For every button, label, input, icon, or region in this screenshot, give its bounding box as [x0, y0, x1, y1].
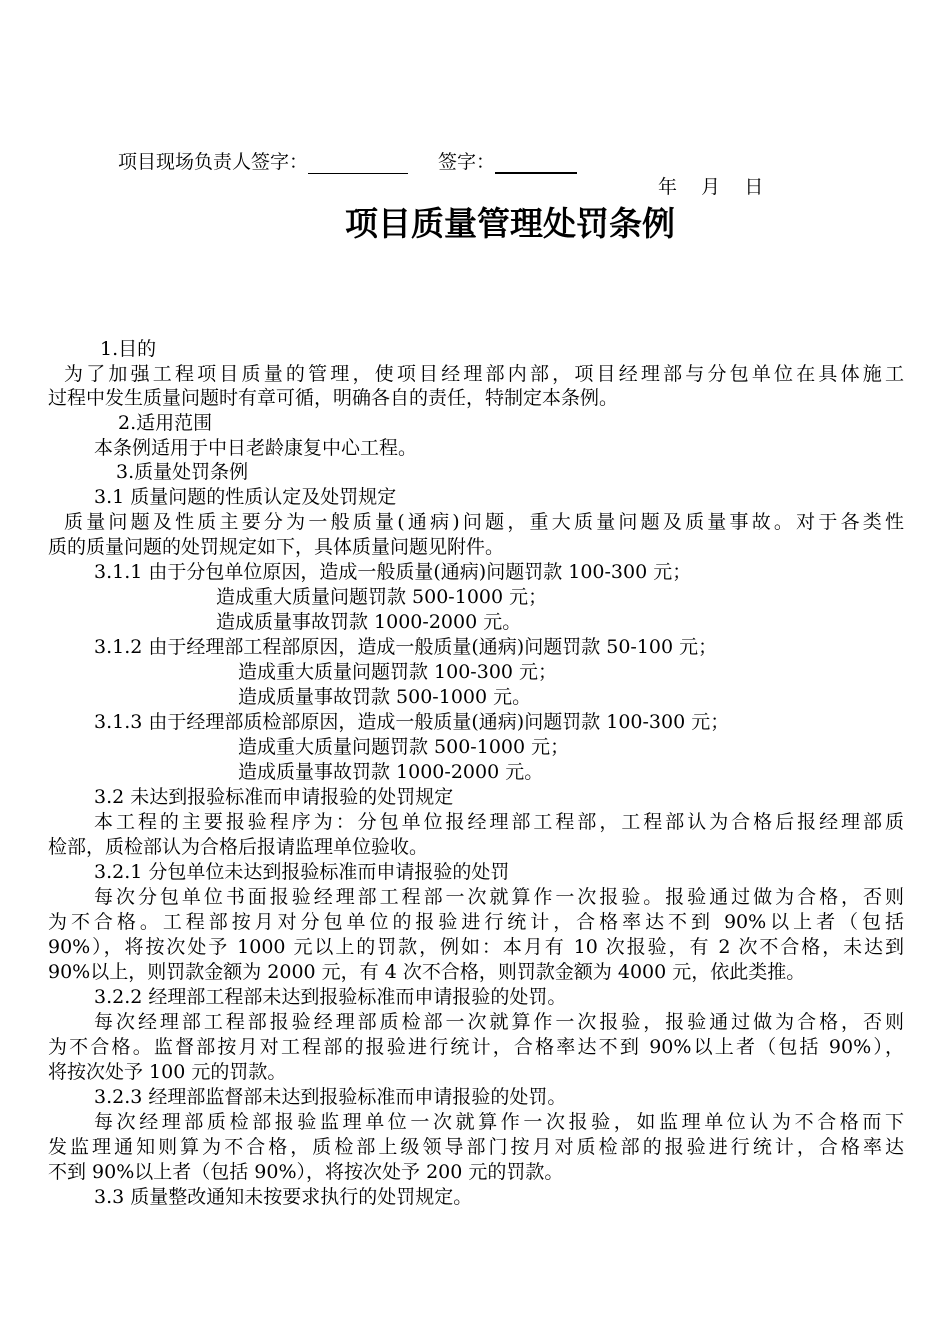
paragraph-line: 本条例适用于中日老龄康复中心工程。: [94, 437, 418, 459]
section-heading-penalty: 3.质量处罚条例: [116, 461, 249, 483]
signature-line: [118, 150, 577, 174]
section-heading-scope: 2.适用范围: [118, 412, 213, 434]
paragraph-line: 发监理通知则算为不合格，质检部上级领导部门按月对质检部的报验进行统计，合格率达: [48, 1136, 904, 1158]
page-title: 项目质量管理处罚条例: [345, 204, 675, 243]
clause-line: 造成重大质量问题罚款 100-300 元；: [238, 661, 558, 683]
subsection-heading: 3.2.2 经理部工程部未达到报验标准而申请报验的处罚。: [94, 986, 567, 1008]
paragraph-line: 本工程的主要报验程序为：分包单位报经理部工程部，工程部认为合格后报经理部质: [94, 811, 904, 833]
signature-label-2: 签字：: [438, 151, 496, 173]
signature-blank-2[interactable]: [495, 152, 577, 174]
subsection-heading: 3.2.1 分包单位未达到报验标准而申请报验的处罚: [94, 861, 510, 883]
paragraph-line: 为了加强工程项目质量的管理，使项目经理部内部，项目经理部与分包单位在具体施工: [64, 363, 904, 385]
paragraph-line: 检部，质检部认为合格后报请监理单位验收。: [48, 836, 429, 858]
subsection-heading: 3.3 质量整改通知未按要求执行的处罚规定。: [94, 1186, 473, 1208]
paragraph-line: 为不合格。工程部按月对分包单位的报验进行统计，合格率达不到 90%以上者（包括: [48, 911, 904, 933]
paragraph-line: 质量问题及性质主要分为一般质量(通病)问题，重大质量问题及质量事故。对于各类性: [64, 511, 904, 533]
subsection-heading: 3.2 未达到报验标准而申请报验的处罚规定: [94, 786, 454, 808]
clause-line: 造成重大质量问题罚款 500-1000 元；: [216, 586, 548, 608]
paragraph-line: 不到 90%以上者（包括 90%），将按次处予 200 元的罚款。: [48, 1161, 564, 1183]
clause-line: 造成质量事故罚款 1000-2000 元。: [238, 761, 544, 783]
clause-line: 3.1.3 由于经理部质检部原因，造成一般质量(通病)问题罚款 100-300 元；: [94, 711, 730, 733]
paragraph-line: 每次经理部质检部报验监理单位一次就算作一次报验，如监理单位认为不合格而下: [94, 1111, 904, 1133]
paragraph-line: 每次分包单位书面报验经理部工程部一次就算作一次报验。报验通过做为合格，否则: [94, 886, 904, 908]
signature-blank-1[interactable]: [308, 153, 408, 174]
clause-line: 造成重大质量问题罚款 500-1000 元；: [238, 736, 570, 758]
clause-line: 3.1.1 由于分包单位原因，造成一般质量(通病)问题罚款 100-300 元；: [94, 561, 692, 583]
paragraph-line: 每次经理部工程部报验经理部质检部一次就算作一次报验，报验通过做为合格，否则: [94, 1011, 904, 1033]
paragraph-line: 质的质量问题的处罚规定如下，具体质量问题见附件。: [48, 536, 505, 558]
clause-line: 3.1.2 由于经理部工程部原因，造成一般质量(通病)问题罚款 50-100 元；: [94, 636, 718, 658]
clause-line: 造成质量事故罚款 500-1000 元。: [238, 686, 532, 708]
section-heading-purpose: 1.目的: [100, 338, 157, 360]
subsection-heading: 3.2.3 经理部监督部未达到报验标准而申请报验的处罚。: [94, 1086, 567, 1108]
paragraph-line: 过程中发生质量问题时有章可循，明确各自的责任，特制定本条例。: [48, 387, 619, 409]
subsection-heading: 3.1 质量问题的性质认定及处罚规定: [94, 486, 397, 508]
paragraph-line: 为不合格。监督部按月对工程部的报验进行统计，合格率达不到 90%以上者（包括 90%），: [48, 1036, 904, 1058]
signature-label-site-manager: 项目现场负责人签字：: [118, 151, 309, 173]
paragraph-line: 将按次处予 100 元的罚款。: [48, 1061, 287, 1083]
clause-line: 造成质量事故罚款 1000-2000 元。: [216, 611, 522, 633]
paragraph-line: 90%），将按次处予 1000 元以上的罚款，例如：本月有 10 次报验，有 2 次不合格，未达到: [48, 936, 904, 958]
signature-date: 年 月 日: [658, 176, 764, 198]
paragraph-line: 90%以上，则罚款金额为 2000 元，有 4 次不合格，则罚款金额为 4000 元，依此类推。: [48, 961, 806, 983]
